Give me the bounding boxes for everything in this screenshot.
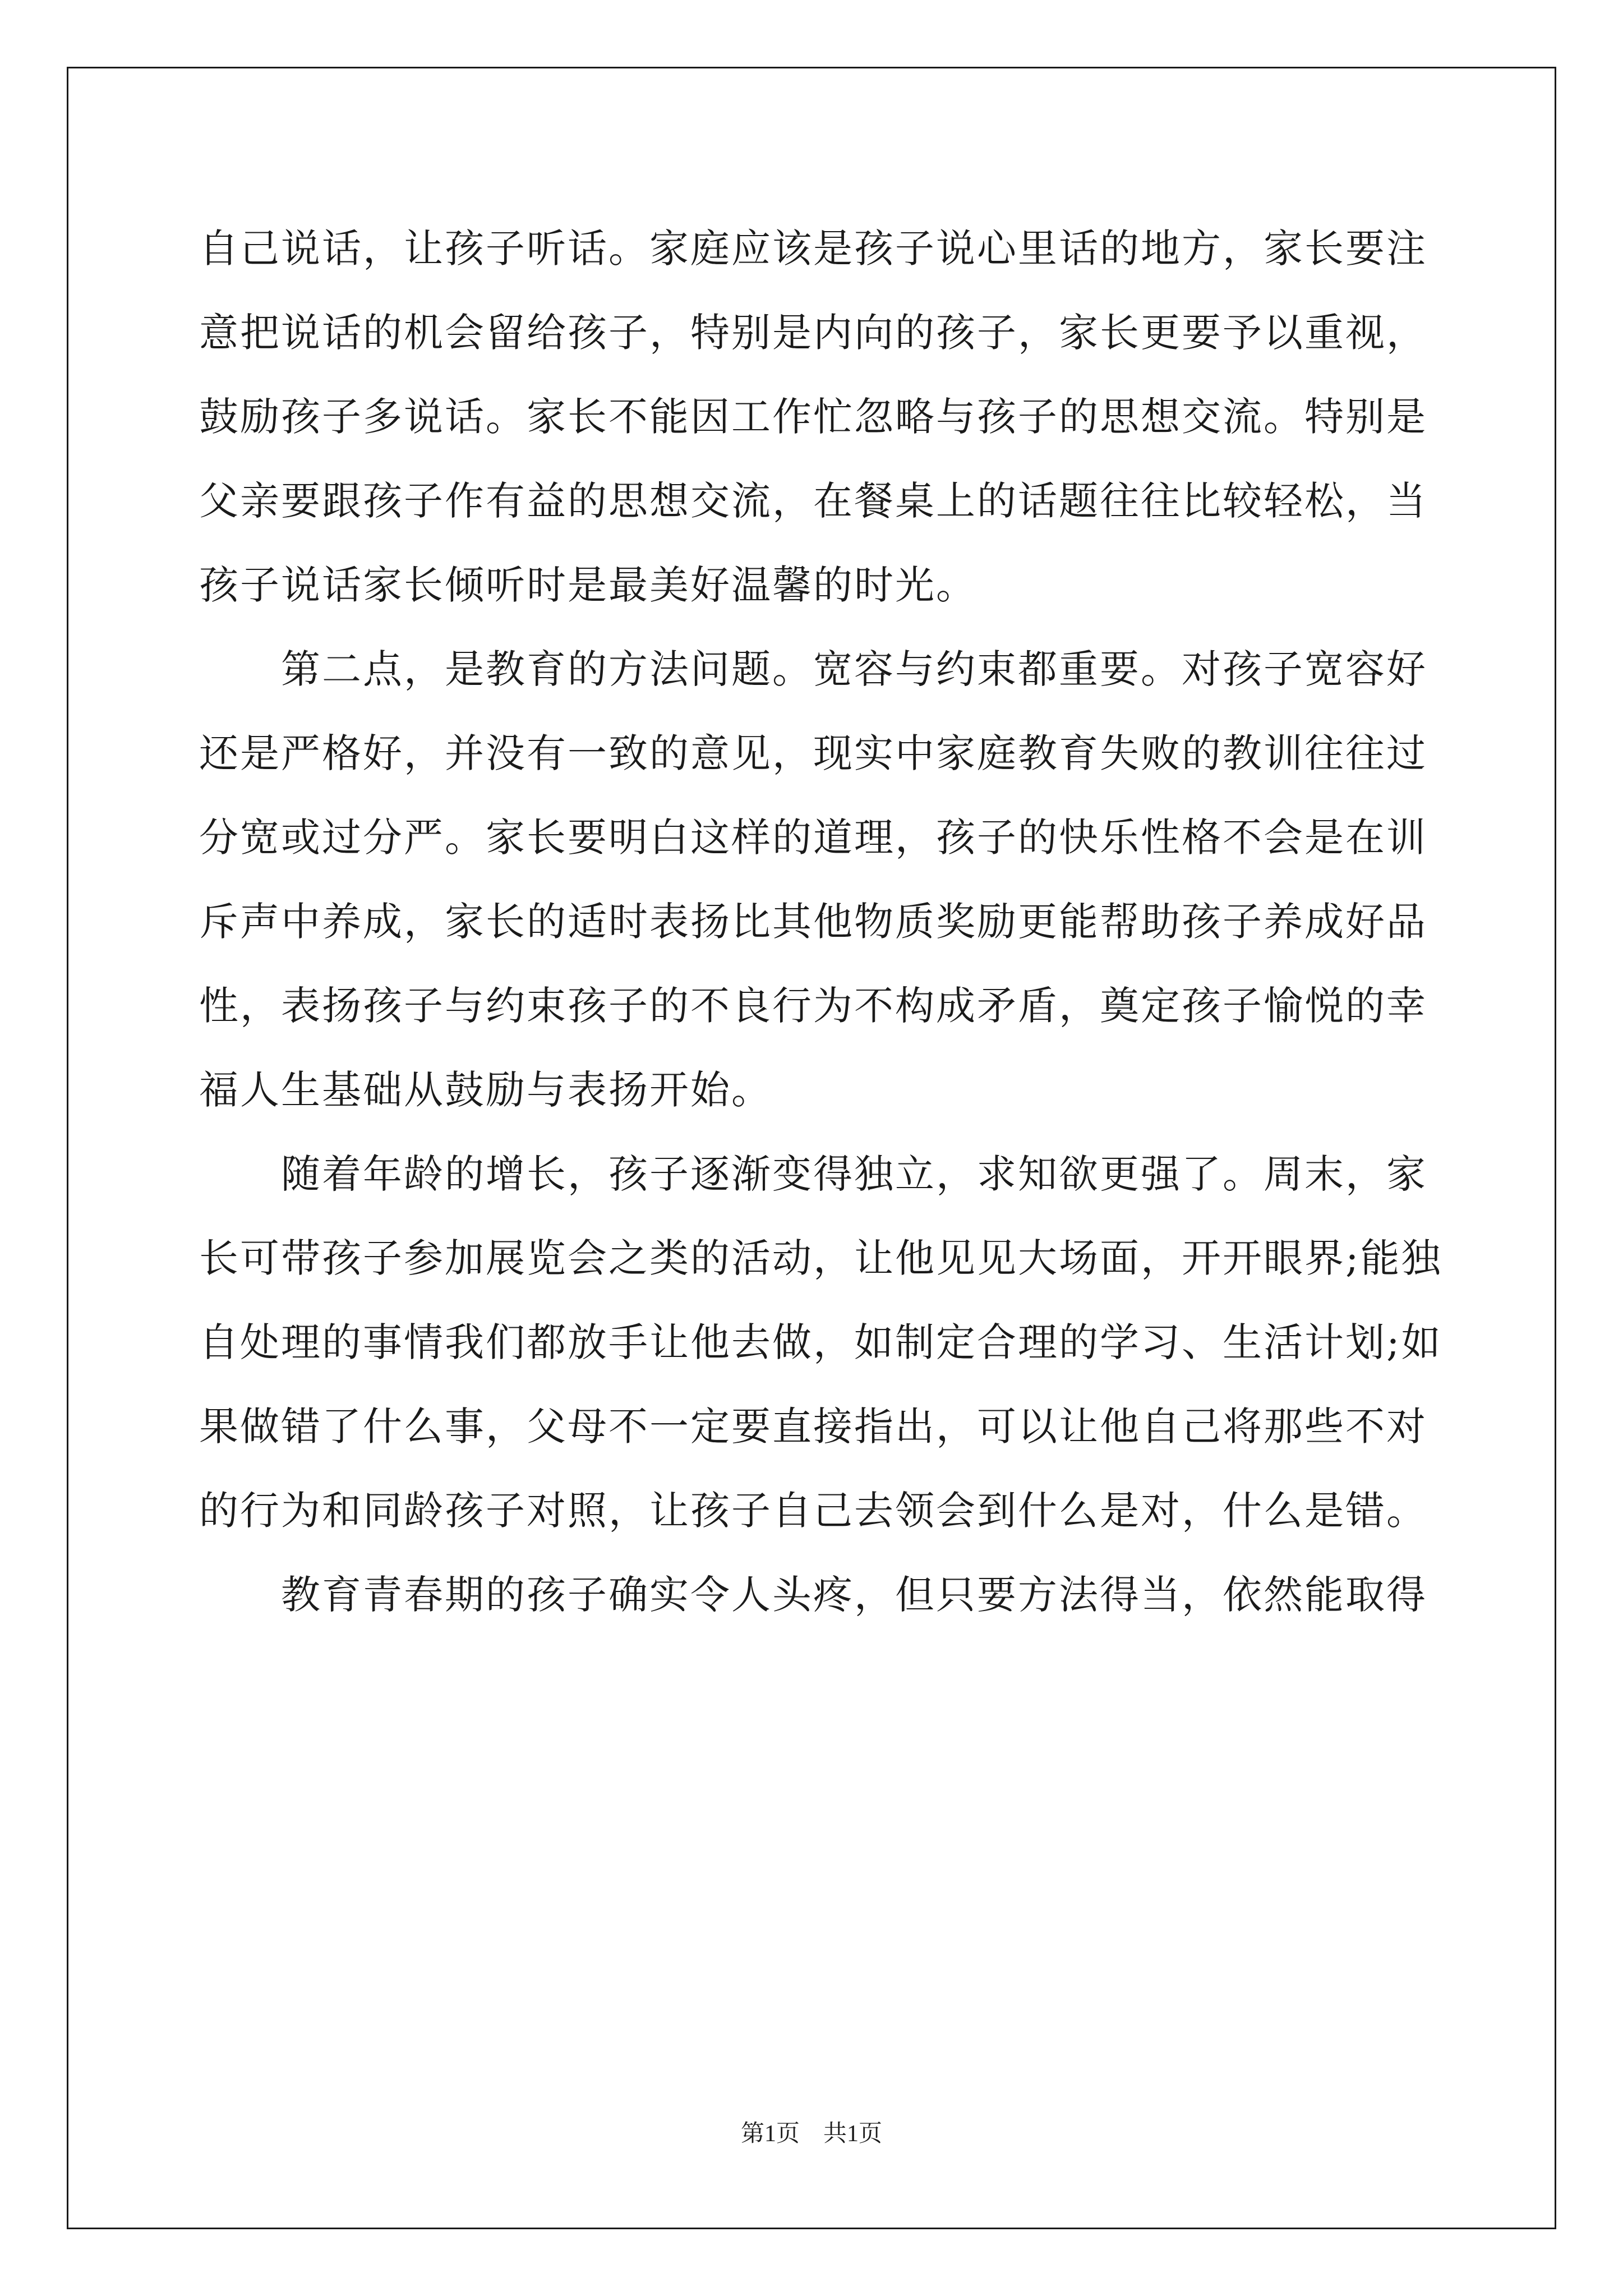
text-line: 福人生基础从鼓励与表扬开始。 bbox=[199, 1067, 772, 1113]
text-line: 性，表扬孩子与约束孩子的不良行为不构成矛盾，奠定孩子愉悦的幸 bbox=[199, 983, 1427, 1029]
text-line: 自己说话，让孩子听话。家庭应该是孩子说心里话的地方，家长要注 bbox=[199, 226, 1427, 272]
text-line: 果做错了什么事，父母不一定要直接指出，可以让他自己将那些不对 bbox=[199, 1404, 1427, 1450]
text-line: 第二点，是教育的方法问题。宽容与约束都重要。对孩子宽容好 bbox=[199, 646, 1427, 692]
text-line: 鼓励孩子多说话。家长不能因工作忙忽略与孩子的思想交流。特别是 bbox=[199, 394, 1427, 440]
page-footer: 第1页 共1页 bbox=[740, 2121, 882, 2147]
text-line: 斥声中养成，家长的适时表扬比其他物质奖励更能帮助孩子养成好品 bbox=[199, 899, 1427, 945]
text-line: 还是严格好，并没有一致的意见，现实中家庭教育失败的教训往往过 bbox=[199, 730, 1427, 776]
text-line: 自处理的事情我们都放手让他去做，如制定合理的学习、生活计划;如 bbox=[199, 1319, 1442, 1365]
text-line: 分宽或过分严。家长要明白这样的道理，孩子的快乐性格不会是在训 bbox=[199, 815, 1427, 861]
text-line: 长可带孩子参加展览会之类的活动，让他见见大场面，开开眼界;能独 bbox=[199, 1235, 1442, 1281]
text-line: 父亲要跟孩子作有益的思想交流，在餐桌上的话题往往比较轻松，当 bbox=[199, 478, 1427, 524]
text-line: 孩子说话家长倾听时是最美好温馨的时光。 bbox=[199, 562, 977, 608]
text-line: 意把说话的机会留给孩子，特别是内向的孩子，家长更要予以重视， bbox=[199, 310, 1427, 356]
text-line: 的行为和同龄孩子对照，让孩子自己去领会到什么是对，什么是错。 bbox=[199, 1488, 1427, 1534]
text-line: 教育青春期的孩子确实令人头疼，但只要方法得当，依然能取得 bbox=[199, 1572, 1427, 1618]
text-line: 随着年龄的增长，孩子逐渐变得独立，求知欲更强了。周末，家 bbox=[199, 1151, 1427, 1197]
